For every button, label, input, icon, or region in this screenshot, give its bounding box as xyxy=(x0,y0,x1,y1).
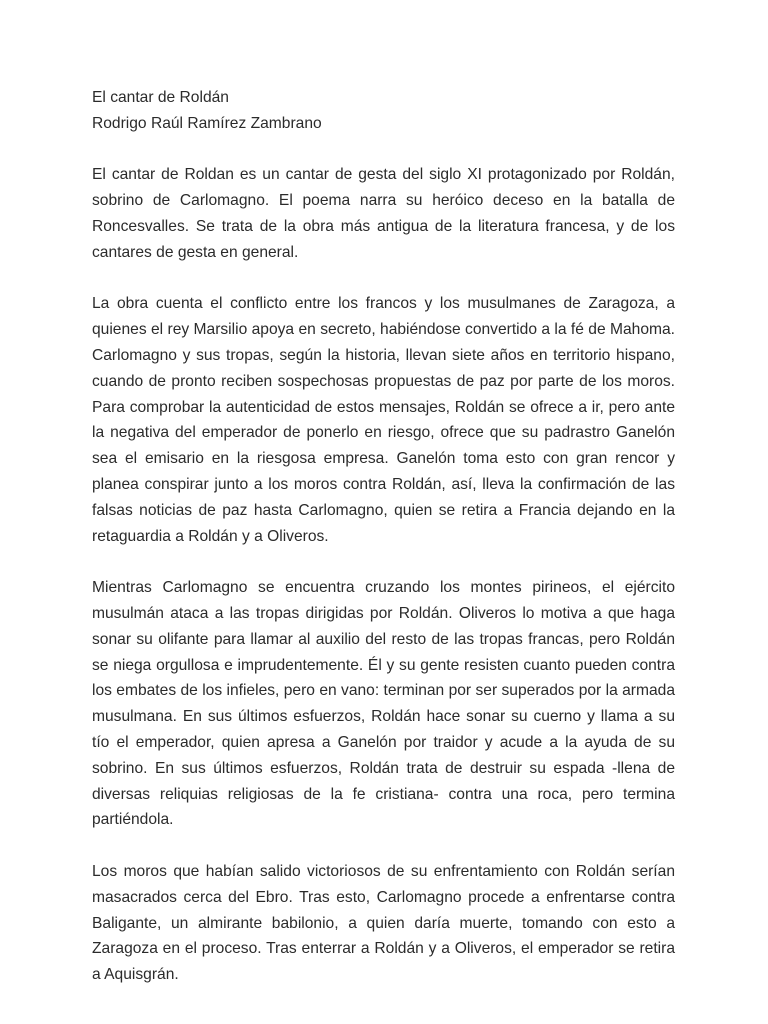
document-title: El cantar de Roldán xyxy=(92,89,229,106)
paragraph-spacer xyxy=(92,549,675,575)
paragraph-spacer xyxy=(92,833,675,859)
paragraph-aftermath: Los moros que habían salido victoriosos de su enfrentamiento con Roldán serían masacrados cerca del Ebro. Tras esto, Carlomagno procede a enfrentarse contra Baligante, un almirante babilonio, a quien daría muerte, tomando con esto a Zaragoza en el proceso. Tras enterrar a Roldán y a Oliveros, el emperador se retira a Aquisgrán. xyxy=(92,862,675,984)
paragraph-spacer xyxy=(92,266,675,292)
paragraph-battle: Mientras Carlomagno se encuentra cruzando los montes pirineos, el ejército musulmán ataca a las tropas dirigidas por Roldán. Oliveros lo motiva a que haga sonar su olifante para llamar al auxilio del resto de las tropas francas, pero Roldán se niega orgullosa e imprudentemente. Él y su gente resisten cuanto pueden contra los embates de los infieles, pero en vano: terminan por ser superados por la armada musulmana. En sus últimos esfuerzos, Roldán hace sonar su cuerno y llama a su tío el emperador, quien apresa a Ganelón por traidor y acude a la ayuda de su sobrino. En sus últimos esfuerzos, Roldán trata de destruir su espada -llena de diversas reliquias religiosas de la fe cristiana- contra una roca, pero termina partiéndola. xyxy=(92,579,675,829)
document-author: Rodrigo Raúl Ramírez Zambrano xyxy=(92,114,322,132)
paragraph-spacer xyxy=(92,137,675,163)
paragraph-intro: El cantar de Roldan es un cantar de gesta del siglo XI protagonizado por Roldán, sobrino de Carlomagno. El poema narra su heróico deceso en la batalla de Roncesvalles. Se trata de la obra más antigua de la literatura francesa, y de los cantares de gesta en general. xyxy=(92,166,675,261)
paragraph-conflict: La obra cuenta el conflicto entre los francos y los musulmanes de Zaragoza, a quienes el rey Marsilio apoya en secreto, habiéndose convertido a la fé de Mahoma. Carlomagno y sus tropas, según la historia, llevan siete años en territorio hispano, cuando de pronto reciben sospechosas propuestas de paz por parte de los moros. Para comprobar la autenticidad de estos mensajes, Roldán se ofrece a ir, pero ante la negativa del emperador de ponerlo en riesgo, ofrece que su padrastro Ganelón sea el emisario en la riesgosa empresa. Ganelón toma esto con gran rencor y planea conspirar junto a los moros contra Roldán, así, lleva la confirmación de las falsas noticias de paz hasta Carlomagno, quien se retira a Francia dejando en la retaguardia a Roldán y a Oliveros. xyxy=(92,295,675,545)
document-page xyxy=(92,85,675,988)
